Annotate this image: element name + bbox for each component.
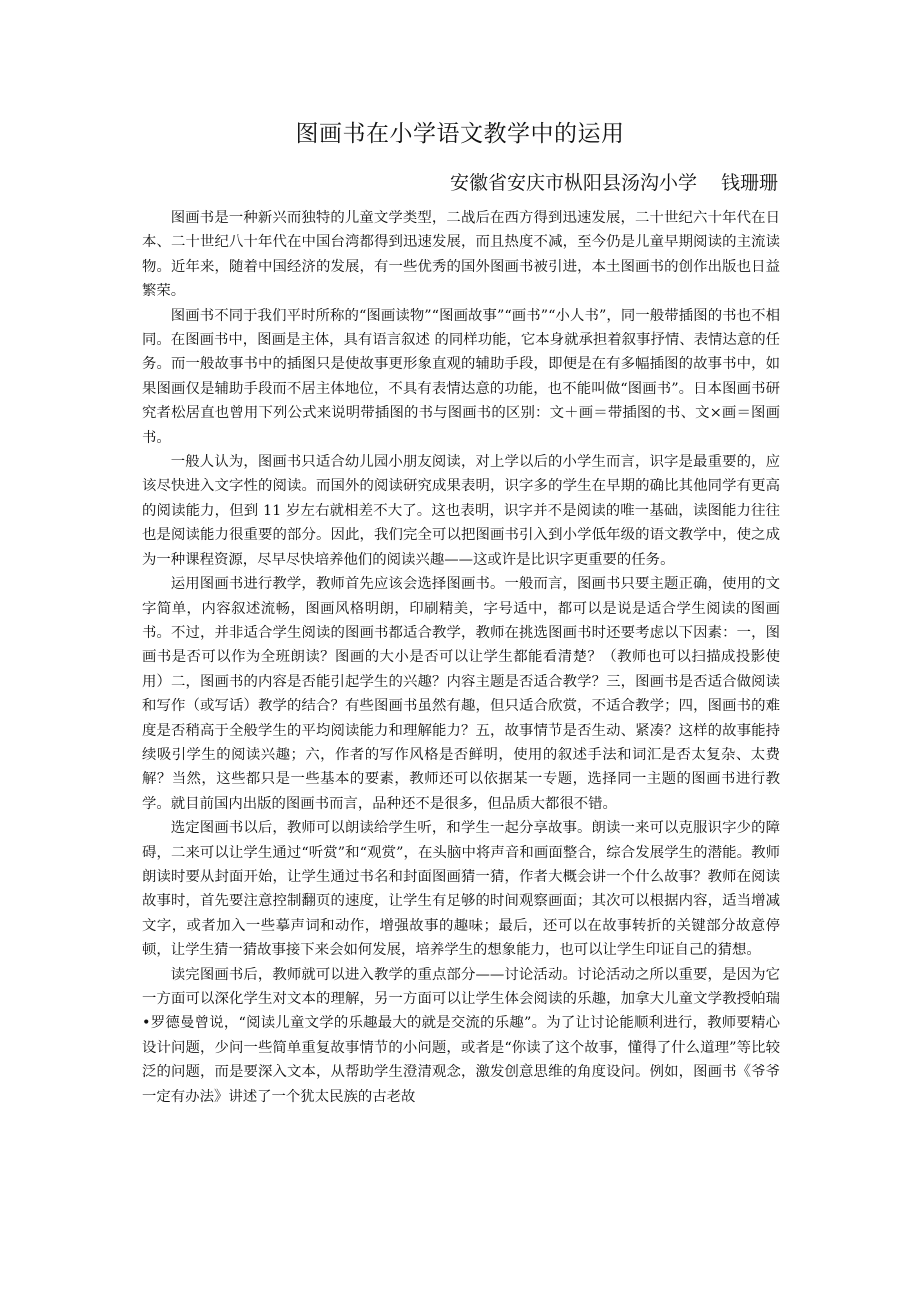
document-title: 图画书在小学语文教学中的运用	[295, 121, 625, 147]
paragraph: 读完图画书后，教师就可以进入教学的重点部分——讨论活动。讨论活动之所以重要，是因为它一方面可以深化学生对文本的理解，另一方面可以让学生体会阅读的乐趣，加拿大儿童文学教授帕瑞•罗德曼曾说，“阅读儿童文学的乐趣最大的就是交流的乐趣”。为了让讨论能顺利进行，教师要精心设计问题，少问一些简单重复故事情节的小问题，或者是“你读了这个故事，懂得了什么道理”等比较泛的问题，而是要深入文本，从帮助学生澄清观念，激发创意思维的角度设问。例如，图画书《爷爷一定有办法》讲述了一个犹太民族的古老故	[142, 966, 780, 1105]
paragraph: 一般人认为，图画书只适合幼儿园小朋友阅读，对上学以后的小学生而言，识字是最重要的，应该尽快进入文字性的阅读。而国外的阅读研究成果表明，识字多的学生在早期的确比其他同学有更高的阅读能力，但到 11 岁左右就相差不大了。这也表明，识字并不是阅读的唯一基础，读图能力往往也是阅读能力很重要的部分。因此，我们完全可以把图画书引入到小学低年级的语文教学中，使之成为一种课程资源，尽早尽快培养他们的阅读兴趣——这或许是比识字更重要的任务。	[142, 454, 780, 568]
paragraph: 选定图画书以后，教师可以朗读给学生听，和学生一起分享故事。朗读一来可以克服识字少的障碍，二来可以让学生通过“听赏”和“观赏”，在头脑中将声音和画面整合，综合发展学生的潜能。教师朗读时要从封面开始，让学生通过书名和封面图画猜一猜，作者大概会讲一个什么故事？教师在阅读故事时，首先要注意控制翻页的速度，让学生有足够的时间观察画面；其次可以根据内容，适当增减文字，或者加入一些摹声词和动作，增强故事的趣味；最后，还可以在故事转折的关键部分故意停顿，让学生猜一猜故事接下来会如何发展，培养学生的想象能力，也可以让学生印证自己的猜想。	[142, 820, 780, 959]
byline	[450, 168, 778, 198]
paragraph: 运用图画书进行教学，教师首先应该会选择图画书。一般而言，图画书只要主题正确，使用的文字简单，内容叙述流畅，图画风格明朗，印刷精美，字号适中，都可以是说是适合学生阅读的图画书。不过，并非适合学生阅读的图画书都适合教学，教师在挑选图画书时还要考虑以下因素：一，图画书是否可以作为全班朗读？图画的大小是否可以让学生都能看清楚？（教师也可以扫描成投影使用）二，图画书的内容是否能引起学生的兴趣？内容主题是否适合教学？三，图画书是否适合做阅读和写作（或写话）教学的结合？有些图画书虽然有趣，但只适合欣赏，不适合教学；四，图画书的难度是否稍高于全般学生的平均阅读能力和理解能力？五，故事情节是否生动、紧凑？这样的故事能持续吸引学生的阅读兴趣；六，作者的写作风格是否鲜明，使用的叙述手法和词汇是否太复杂、太费解？当然，这些都只是一些基本的要素，教师还可以依据某一专题，选择同一主题的图画书进行教学。就目前国内出版的图画书而言，品种还不是很多，但品质大都很不错。	[142, 576, 780, 812]
author-name: 钱珊珊	[720, 172, 778, 194]
paragraph: 图画书不同于我们平时所称的“图画读物”“图画故事”“画书”“小人书”，同一般带插图的书也不相同。在图画书中，图画是主体，具有语言叙述 的同样功能，它本身就承担着叙事抒情、表情达意的任务。而一般故事书中的插图只是使故事更形象直观的辅助手段，即便是在有多幅插图的故事书中，如果图画仅是辅助手段而不居主体地位，不具有表情达意的功能，也不能叫做“图画书”。日本图画书研究者松居直也曾用下列公式来说明带插图的书与图画书的区别：文＋画＝带插图的书、文×画＝图画书。	[142, 307, 780, 446]
author-school: 安徽省安庆市枞阳县汤沟小学	[449, 172, 697, 194]
paragraph: 图画书是一种新兴而独特的儿童文学类型，二战后在西方得到迅速发展，二十世纪六十年代在日本、二十世纪八十年代在中国台湾都得到迅速发展，而且热度不减，至今仍是儿童早期阅读的主流读物。近年来，随着中国经济的发展，有一些优秀的国外图画书被引进，本土图画书的创作出版也日益繁荣。	[142, 210, 780, 300]
document-body	[142, 206, 780, 1109]
